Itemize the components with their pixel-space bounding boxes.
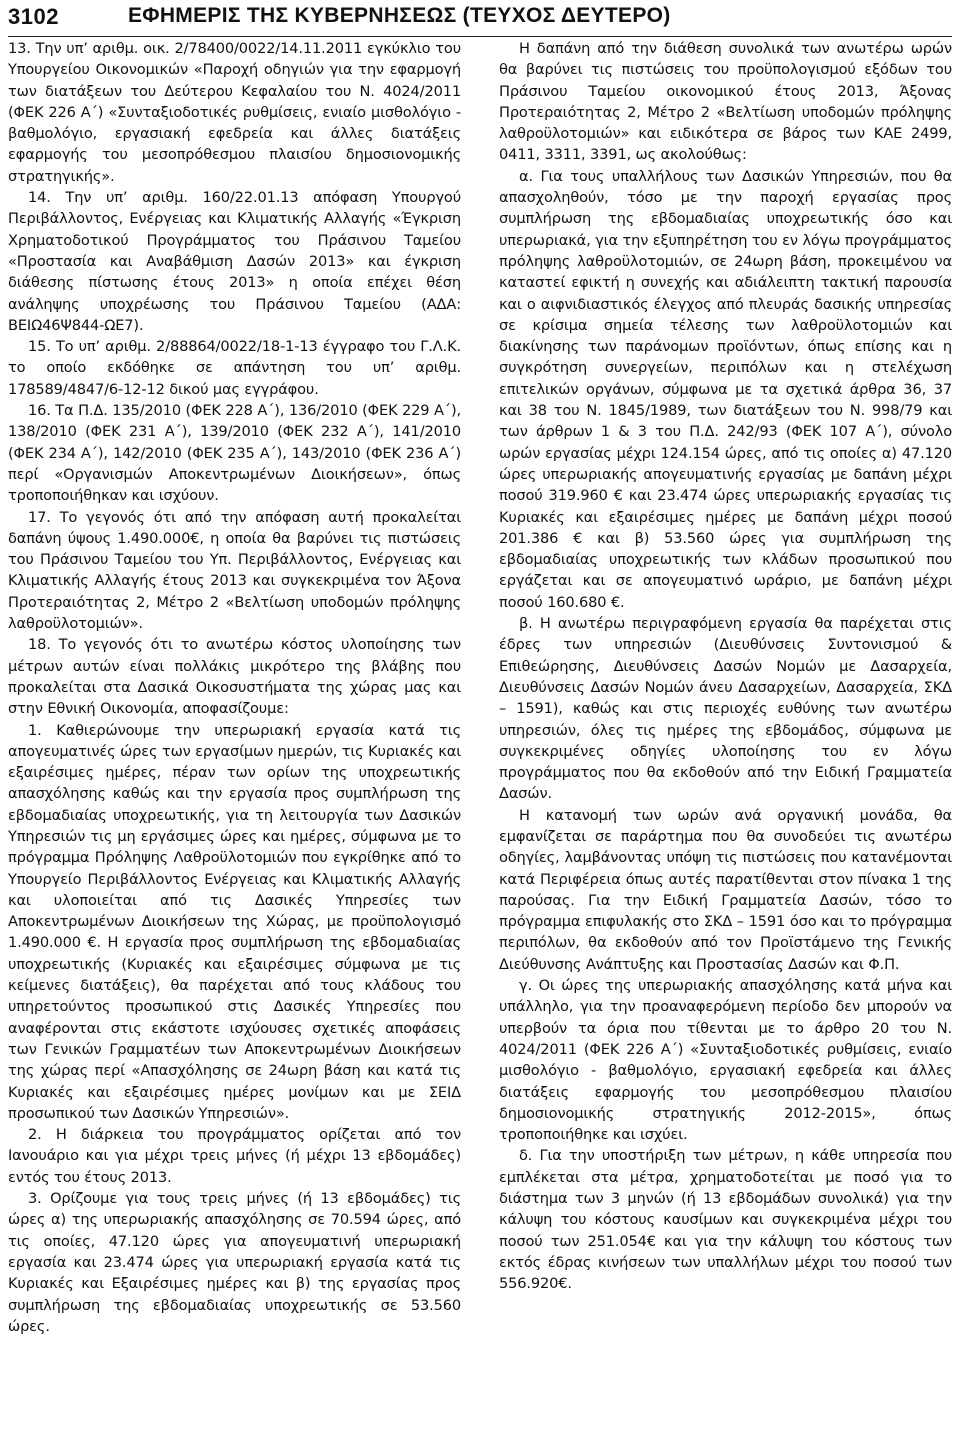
header-divider [8,36,952,37]
paragraph-16: 16. Τα Π.Δ. 135/2010 (ΦΕΚ 228 Α΄), 136/2010 (ΦΕΚ 229 Α΄), 138/2010 (ΦΕΚ 231 Α΄), 139/2010 (ΦΕΚ 232 Α΄), 141/2010 (ΦΕΚ 234 Α΄), 142/2010 (ΦΕΚ 235 Α΄), 143/2010 (ΦΕΚ 236 Α΄) περί «Οργανισμών Αποκεντρωμένων Διοικήσεων», όπως τροποποιήθηκαν και ισχύουν. [8,402,461,505]
paragraph-15: 15. Το υπ’ αριθμ. 2/88864/0022/18-1-13 έγγραφο του Γ.Λ.Κ. το οποίο εκδόθηκε σε απάντηση του υπ’ αριθμ. 178589/4847/6-12-12 δικού μας εγγράφου. [8,338,461,398]
clause-d: δ. Για την υποστήριξη των μέτρων, η κάθε υπηρεσία που εμπλέκεται στα μέτρα, χρηματοδοτείται με ποσό για το διάστημα των 3 μηνών (ή 13 εβδομάδων συνολικά) για την κάλυψη του κόστους καυσίμων και συγκεκριμένα μέχρι του ποσού των 251.054€ και για την κάλυψη του κόστους των εκτός έδρας κινήσεων των υπαλλήλων μέχρι του ποσού των 556.920€. [499,1147,952,1293]
page-number: 3102 [8,4,59,29]
page-header [0,0,960,36]
clause-a: α. Για τους υπαλλήλους των Δασικών Υπηρεσιών, που θα απασχοληθούν, τόσο με την παροχή εργασίας προς συμπλήρωση της εβδομαδιαίας υποχρεωτικής όσο και υπερωριακά, για την εξυπηρέτηση του εν λόγω προγράμματος πρόληψης λαθροϋλοτομιών, σε 24ωρη βάση, προκειμένου να καταστεί εφικτή η συνεχής και αδιάλειπτη τακτική παρουσία και ο αιφνιδιαστικός έλεγχος από πλευράς δασικής υπηρεσίας σε κρίσιμα σημεία τέλεσης των λαθροϋλοτομιών και διακίνησης των παράνομων προϊόντων, όπως επίσης και η συγκρότηση συνεργείων, περιπόλων και η στελέχωση επιτελικών οργάνων, σύμφωνα με τα σχετικά άρθρα 36, 37 και 38 του Ν. 1845/1989, των διατάξεων του Ν. 998/79 και των άρθρων 1 & 3 του Π.Δ. 242/93 (ΦΕΚ 107 Α΄), σύνολο ωρών εργασίας μέχρι 124.154 ώρες, από τις οποίες α) 47.120 ώρες υπερωριακής απογευματινής εργασίας με δαπάνη μέχρι ποσού 319.960 € και 23.474 ώρες υπερωριακής εργασίας τις Κυριακές και εξαιρέσιμες ημέρες με δαπάνη μέχρι ποσού 201.386 € και β) 53.560 ώρες για συμπλήρωση της εβδομαδιαίας υποχρεωτικής των κλάδων προσωπικού που εργάζεται και σε απογευματινό ωράριο, με δαπάνη μέχρι ποσού 160.680 €. [499,167,952,611]
journal-title: ΕΦΗΜΕΡΙΣ ΤΗΣ ΚΥΒΕΡΝΗΣΕΩΣ (ΤΕΥΧΟΣ ΔΕΥΤΕΡΟ) [128,4,671,27]
paragraph-18: 18. Το γεγονός ότι το ανωτέρω κόστος υλοποίησης των μέτρων αυτών είναι πολλάκις μικρότερο της βλάβης που προκαλείται στα Δασικά Οικοσυστήματα της χώρας μας και στην Εθνική Οικονομία, αποφασίζουμε: [8,636,461,718]
right-column [499,38,952,1295]
allocation-paragraph: Η κατανομή των ωρών ανά οργανική μονάδα, θα εμφανίζεται σε παράρτημα που θα συνοδεύει τις ανωτέρω οδηγίες, λαμβάνοντας υπόψη τις πιστώσεις που κατανέμονται κατά Περιφέρεια όπως αυτές παρατίθενται στον πίνακα 1 της παρούσας. Για την Ειδική Γραμματεία Δασών, τόσο το πρόγραμμα επιφυλακής στο ΣΚΔ – 1591 όσο και το πρόγραμμα περιπόλων, θα εκδοθούν από τον Προϊστάμενο της Γενικής Διεύθυνσης Ανάπτυξης και Προστασίας Δασών και Φ.Π. [499,806,952,973]
decision-item-2: 2. Η διάρκεια του προγράμματος ορίζεται από τον Ιανουάριο και για μέχρι τρεις μήνες (ή μέχρι 13 εβδομάδες) εντός του έτους 2013. [8,1126,461,1186]
decision-item-3: 3. Ορίζουμε για τους τρεις μήνες (ή 13 εβδομάδες) τις ώρες α) της υπερωριακής απασχόλησης σε 70.594 ώρες, από τις οποίες, 47.120 ώρες για απογευματινή υπερωριακή εργασία και 23.474 ώρες για υπερωριακή εργασία κατά τις Κυριακές και Εξαιρέσιμες ημέρες και β) της εργασίας προς συμπλήρωση της εβδομαδιαίας υποχρεωτικής σε 53.560 ώρες. [8,1190,461,1335]
paragraph-17: 17. Το γεγονός ότι από την απόφαση αυτή προκαλείται δαπάνη ύψους 1.490.000€, η οποία θα βαρύνει τις πιστώσεις του Πράσινου Ταμείου του Υπ. Περιβάλλοντος, Ενέργειας και Κλιματικής Αλλαγής έτους 2013 και συγκεκριμένα τον Άξονα Προτεραιότητας 2, Μέτρο 2 «Βελτίωση υποδομών πρόληψης λαθροϋλοτομιών». [8,508,461,633]
clause-c: γ. Οι ώρες της υπερωριακής απασχόλησης κατά μήνα και υπάλληλο, για την προαναφερόμενη περίοδο δεν μπορούν να υπερβούν τα όρια που τίθενται με το άρθρο 20 του Ν. 4024/2011 (ΦΕΚ 226 Α΄) «Συνταξιοδοτικές ρυθμίσεις, ενιαίο μισθολόγιο - βαθμολόγιο, εργασιακή εφεδρεία και άλλες διατάξεις εφαρμογής του μεσοπρόθεσμου πλαισίου δημοσιονομικής στρατηγικής 2012-2015», όπως τροποποιήθηκε και ισχύει. [499,977,952,1144]
clause-b: β. Η ανωτέρω περιγραφόμενη εργασία θα παρέχεται στις έδρες των υπηρεσιών (Διευθύνσεις Συντονισμού & Επιθεώρησης, Διευθύνσεις Δασών Νομών με Δασαρχεία, Διευθύνσεις Δασών Νομών άνευ Δασαρχείων, Δασαρχεία, ΣΚΔ – 1591), καθώς και στις περιοχές ευθύνης των ανωτέρω υπηρεσιών, όλες τις ημέρες της εβδομάδος, σύμφωνα με συγκεκριμένες οδηγίες υλοποίησης του εν λόγω προγράμματος που θα εκδοθούν από την Ειδική Γραμματεία Δασών. [499,615,952,803]
paragraph-14: 14. Την υπ’ αριθμ. 160/22.01.13 απόφαση Υπουργού Περιβάλλοντος, Ενέργειας και Κλιματικής Αλλαγής «Έγκριση Χρηματοδοτικού Προγράμματος του Πράσινου Ταμείου «Προστασία και Αναβάθμιση Δασών 2013» και έγκριση διάθεσης πίστωσης έτους 2013» η οποία επέχει θέση ανάληψης υποχρέωσης του Πράσινου Ταμείου (ΑΔΑ: ΒΕΙΩ46Ψ844-ΩΕ7). [8,189,461,334]
expense-paragraph: Η δαπάνη από την διάθεση συνολικά των ανωτέρω ωρών θα βαρύνει τις πιστώσεις του προϋπολογισμού εξόδων του Πράσινου Ταμείου οικονομικού έτους 2013, Άξονας Προτεραιότητας 2, Μέτρο 2 «Βελτίωση υποδομών πρόληψης λαθροϋλοτομιών» και ειδικότερα σε βάρος των ΚΑΕ 2499, 0411, 3311, 3391, ως ακολούθως: [499,40,952,164]
paragraph-13: 13. Την υπ’ αριθμ. οικ. 2/78400/0022/14.11.2011 εγκύκλιο του Υπουργείου Οικονομικών «Παροχή οδηγιών για την εφαρμογή των διατάξεων του Δεύτερου Κεφαλαίου του Ν. 4024/2011 (ΦΕΚ 226 Α΄) «Συνταξιοδοτικές ρυθμίσεις, ενιαίο μισθολόγιο - βαθμολόγιο, εργασιακή εφεδρεία και άλλες διατάξεις εφαρμογής του μεσοπρόθεσμου πλαισίου δημοσιονομικής στρατηγικής». [8,40,461,185]
decision-item-1: 1. Καθιερώνουμε την υπερωριακή εργασία κατά τις απογευματινές ώρες των εργασίμων ημερών, τις Κυριακές και εξαιρέσιμες ημέρες, πέραν των ορίων της υποχρεωτικής απασχόλησης καθώς και την εργασία προς συμπλήρωση της εβδομαδιαίας υποχρεωτικής, για τη λειτουργία των Δασικών Υπηρεσιών τις μη εργάσιμες ώρες και ημέρες, σύμφωνα με το πρόγραμμα Πρόληψης Λαθροϋλοτομιών που εγκρίθηκε από το Υπουργείο Περιβάλλοντος Ενέργειας και Κλιματικής Αλλαγής και υλοποιείται από τις Δασικές Υπηρεσίες των Αποκεντρωμένων Διοικήσεων της Χώρας, με προϋπολογισμό 1.490.000 €. Η εργασία προς συμπλήρωση της εβδομαδιαίας υποχρεωτικής (Κυριακές και εξαιρέσιμες σύμφωνα με τις κείμενες διατάξεις), θα παρέχεται από τους κλάδους του υπηρετούντος προσωπικού στις Δασικές Υπηρεσίες που αναφέρονται στις εκάστοτε ισχύουσες σχετικές αποφάσεις των Γενικών Γραμματέων των Αποκεντρωμένων Διοικήσεων της χώρας περί «Απασχόλησης σε 24ωρη βάση και κατά τις Κυριακές και εξαιρέσιμες ημέρες μονίμων και με ΣΕΙΔ προσωπικού των Δασικών Υπηρεσιών». [8,721,461,1122]
left-column [8,38,461,1337]
